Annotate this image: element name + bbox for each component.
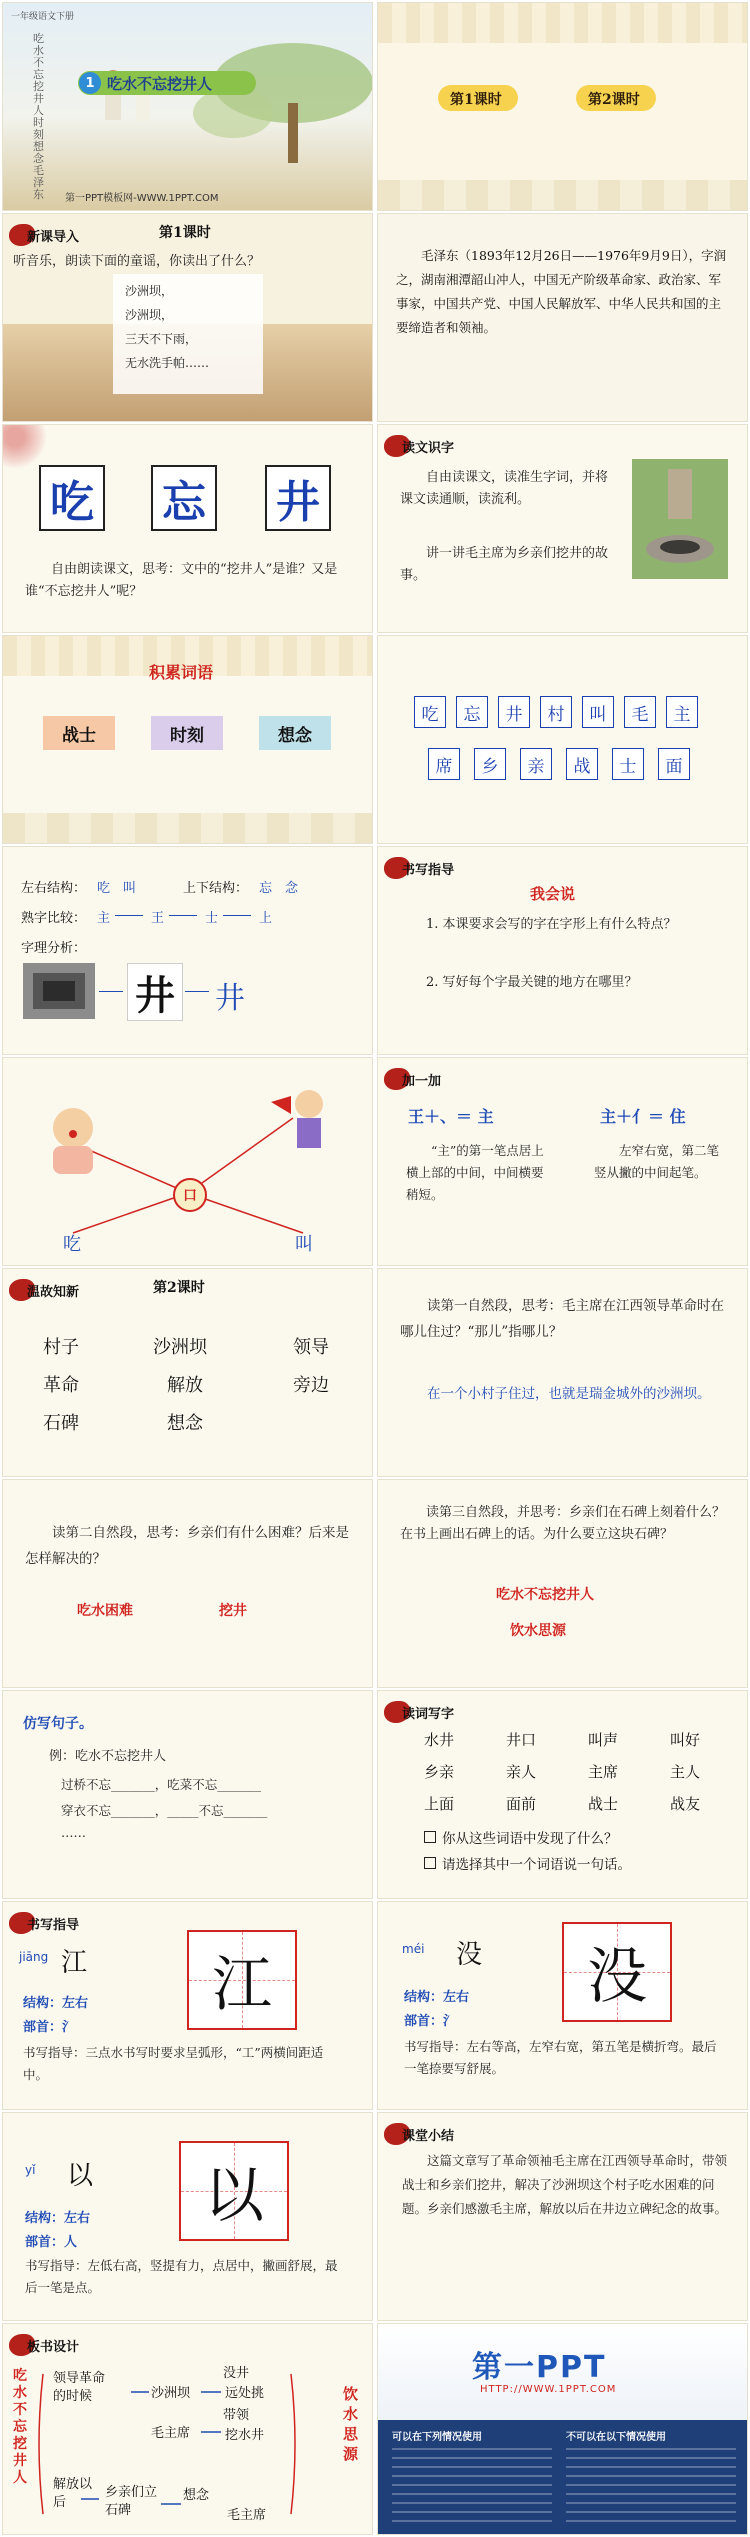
- grade-label: 一年级语文下册: [11, 12, 75, 22]
- radical: 部首：氵: [404, 2014, 457, 2029]
- writing-grid: [179, 2141, 289, 2241]
- mouth-radical: 口: [173, 1178, 207, 1212]
- slide-add-up: [377, 1057, 748, 1266]
- grid-char[interactable]: 战: [566, 748, 598, 780]
- formula-2: 主＋亻＝ 住: [600, 1107, 686, 1126]
- slide-write-mei: [377, 1901, 748, 2110]
- vocab-word-3[interactable]: 想念: [259, 716, 331, 750]
- rhyme-line-3: 三天不下雨，: [125, 332, 198, 346]
- radical: 部首：氵: [23, 2020, 76, 2035]
- review-word: 旁边: [293, 1375, 329, 1396]
- word: 井口: [506, 1731, 537, 1749]
- question-1: 1. 本课要求会写的字在字形上有什么特点？: [426, 917, 677, 932]
- idiom-answer: 饮水思源: [510, 1623, 566, 1639]
- char-small: 江: [61, 1948, 88, 1978]
- writing-grid: [187, 1930, 297, 2030]
- vocab-word-2[interactable]: 时刻: [151, 716, 223, 750]
- review-word: 想念: [167, 1413, 203, 1434]
- reading-question: 自由朗读课文，思考：文中的“挖井人”是谁？又是谁“不忘挖井人”呢？: [25, 562, 338, 599]
- grid-char[interactable]: 面: [658, 748, 690, 780]
- writing-tip: 书写指导：左右等高，左窄右宽，第五笔是横折弯。最后一笔捺要写舒展。: [404, 2039, 717, 2076]
- board-node-1: 领导革命的时候: [53, 2371, 106, 2404]
- char-small: 以: [67, 2161, 94, 2191]
- slide-imitation: [2, 1690, 373, 1899]
- grid-char[interactable]: 席: [428, 748, 460, 780]
- period-label: 第2课时: [153, 1280, 205, 1296]
- ppt-url[interactable]: HTTP://WWW.1PPT.COM: [480, 2384, 617, 2395]
- writing-tip: 书写指导：左低右高，竖提有力，点居中，撇画舒展，最后一笔是点。: [25, 2258, 338, 2295]
- word: 叫好: [670, 1731, 701, 1749]
- grid-char[interactable]: 叫: [582, 696, 614, 728]
- section-tag: 书写指导: [402, 863, 455, 878]
- grid-char: 没: [587, 1942, 647, 2012]
- well-photo: [632, 459, 728, 579]
- board-node-4: 远处挑: [225, 2386, 265, 2401]
- fill-line-2[interactable]: 穿衣不忘_______，_____不忘_______: [61, 1803, 268, 1818]
- allowed-heading: 可以在下列情况使用: [392, 2432, 482, 2443]
- imitation-title: 仿写句子。: [23, 1716, 93, 1732]
- slide-char-grid: [377, 635, 748, 844]
- grid-char[interactable]: 忘: [456, 696, 488, 728]
- word: 战友: [670, 1795, 701, 1813]
- char-card-3[interactable]: 井: [265, 465, 331, 531]
- modern-char: 井: [215, 981, 245, 1016]
- review-word: 石碑: [43, 1413, 79, 1434]
- well-photo: [23, 963, 95, 1019]
- board-node-5: 毛主席: [151, 2426, 191, 2441]
- review-word: 沙洲坝: [153, 1337, 207, 1358]
- review-word: 解放: [167, 1375, 203, 1396]
- ellipsis: ……: [61, 1825, 86, 1840]
- tb-chars: 忘 念: [259, 881, 299, 896]
- story-instruction: 讲一讲毛主席为乡亲们挖井的故事。: [400, 546, 609, 583]
- board-node-8: 解放以后: [53, 2477, 93, 2510]
- writing-grid: [562, 1922, 672, 2022]
- word: 乡亲: [424, 1763, 455, 1781]
- slide-structure: [2, 846, 373, 1055]
- board-node-11: 毛主席: [227, 2508, 267, 2523]
- ancient-char: 井: [127, 963, 183, 1021]
- answer-1: 吃水困难: [77, 1603, 133, 1619]
- section-tag: 课堂小结: [402, 2129, 455, 2144]
- grid-char[interactable]: 乡: [474, 748, 506, 780]
- intro-prompt: 听音乐，朗读下面的童谣，你读出了什么？: [13, 254, 261, 269]
- period-1-button[interactable]: 第1课时: [450, 92, 502, 108]
- review-word: 革命: [43, 1375, 79, 1396]
- radical: 部首：人: [25, 2235, 78, 2250]
- review-word: 村子: [43, 1337, 79, 1358]
- paragraph-question: 读第三自然段，并思考：乡亲们在石碑上刻着什么？在书上画出石碑上的话。为什么要立这块石碑？: [400, 1505, 726, 1542]
- fill-line-1[interactable]: 过桥不忘_______，吃菜不忘_______: [61, 1777, 262, 1792]
- board-node-3: 没井: [223, 2366, 250, 2381]
- rhyme-line-1: 沙洲坝，: [125, 284, 174, 298]
- slide-writing-guide: [377, 846, 748, 1055]
- grid-char[interactable]: 村: [540, 696, 572, 728]
- board-node-2: 沙洲坝: [151, 2386, 191, 2401]
- section-tag: 读文识字: [402, 441, 455, 456]
- lesson-number: 1: [79, 72, 101, 94]
- paragraph-answer: 在一个小村子住过，也就是瑞金城外的沙洲坝。: [427, 1386, 711, 1402]
- period-2-button[interactable]: 第2课时: [588, 92, 640, 108]
- board-node-9: 乡亲们立石碑: [105, 2485, 158, 2518]
- heading: 我会说: [530, 885, 576, 903]
- grid-char[interactable]: 吃: [414, 696, 446, 728]
- review-word: 领导: [293, 1337, 329, 1358]
- slide-write-jiang: [2, 1901, 373, 2110]
- analysis-label: 字理分析：: [21, 941, 87, 956]
- slide-summary: [377, 2112, 748, 2321]
- compare-char-2: 王: [151, 911, 165, 926]
- summary-text: 这篇文章写了革命领袖毛主席在江西领导革命时，带领战士和乡亲们挖井，解决了沙洲坝这个村子吃水困难的问题。乡亲们感激毛主席，解放以后在井边立碑纪念的故事。: [402, 2153, 728, 2216]
- slide-paragraph-1: [377, 1268, 748, 1477]
- word: 主人: [670, 1763, 701, 1781]
- wave-border: [378, 180, 747, 210]
- vocab-title: 积累词语: [149, 663, 214, 682]
- board-right-title: 饮水思源: [343, 2385, 359, 2463]
- slide-title: [2, 2, 373, 211]
- formula-1: 王＋、＝ 主: [408, 1107, 494, 1126]
- note-2: 左窄右宽，第二笔竖从撇的中间起笔。: [594, 1143, 720, 1180]
- slide-intro: [2, 213, 373, 422]
- call-char: 叫: [295, 1234, 313, 1255]
- forbidden-heading: 不可以在以下情况使用: [566, 2432, 666, 2443]
- word: 水井: [424, 1731, 455, 1749]
- rhyme-line-2: 沙洲坝，: [125, 308, 174, 322]
- child-megaphone-icon: [261, 1082, 341, 1172]
- tb-label: 上下结构：: [183, 881, 249, 896]
- answer-2: 挖井: [219, 1603, 247, 1619]
- board-left-title: 吃水不忘挖井人: [13, 2368, 27, 2486]
- paragraph-question: 读第二自然段，思考：乡亲们有什么困难？后来是怎样解决的？: [25, 1525, 349, 1567]
- slide-biography: [377, 213, 748, 422]
- word: 面前: [506, 1795, 537, 1813]
- cloud-border: [378, 3, 748, 43]
- read-instruction: 自由读课文，读准生字词，并将课文读通顺，读流利。: [400, 470, 609, 507]
- compare-line: [115, 915, 143, 916]
- arrow-line: [185, 991, 209, 992]
- word: 上面: [424, 1795, 455, 1813]
- word: 战士: [588, 1795, 619, 1813]
- compare-char-4: 上: [259, 911, 273, 926]
- section-tag: 加一加: [402, 1074, 442, 1089]
- pinyin: méi: [402, 1942, 425, 1956]
- stele-text: 吃水不忘挖井人: [496, 1587, 594, 1603]
- grid-char: 江: [212, 1950, 272, 2020]
- biography-text: 毛泽东（1893年12月26日——1976年9月9日），字润之，湖南湘潭韶山冲人，中国无产阶级革命家、政治家、军事家，中国共产党、中国人民解放军、中华人民共和国的主要缔造者和领袖。: [396, 248, 727, 335]
- char-card-2[interactable]: 忘: [151, 465, 217, 531]
- grid-char: 以: [204, 2161, 264, 2231]
- tree-illustration: [173, 23, 373, 173]
- example-sentence: 例：吃水不忘挖井人: [49, 1749, 167, 1764]
- pinyin: jiāng: [19, 1950, 49, 1964]
- ppt-logo: 第一PPT: [472, 2350, 607, 2385]
- rhyme-line-4: 无水洗手帕……: [125, 356, 210, 370]
- slide-board-design: [2, 2323, 373, 2535]
- lesson-title: 吃水不忘挖井人: [107, 75, 213, 93]
- question-1: 你从这些词语中发现了什么？: [442, 1831, 618, 1847]
- compare-line: [223, 915, 251, 916]
- slide-vocab: [2, 635, 373, 844]
- compare-char-1: 主: [97, 911, 111, 926]
- note-1: “主”的第一笔点居上横上部的中间，中间横要稍短。: [406, 1143, 544, 1202]
- slide-review: [2, 1268, 373, 1477]
- grid-char[interactable]: 士: [612, 748, 644, 780]
- side-poem: 吃水不忘挖井人 时刻想念毛泽东: [33, 32, 44, 201]
- slide-ppt-ad: [377, 2323, 748, 2535]
- section-tag: 书写指导: [27, 1918, 80, 1933]
- checkbox-icon[interactable]: [424, 1831, 436, 1843]
- section-tag: 板书设计: [27, 2340, 80, 2355]
- compare-line: [169, 915, 197, 916]
- board-node-7: 挖水井: [225, 2428, 265, 2443]
- slide-new-chars: [2, 424, 373, 633]
- word: 主席: [588, 1763, 619, 1781]
- slide-periods: [377, 2, 748, 211]
- structure: 结构：左右: [25, 2211, 91, 2226]
- char-card-1[interactable]: 吃: [39, 465, 105, 531]
- eat-char: 吃: [63, 1234, 81, 1255]
- writing-tip: 书写指导：三点水书写时要求呈弧形，“工”两横间距适中。: [23, 2045, 324, 2082]
- corner-flower-icon: [2, 424, 47, 469]
- grid-char[interactable]: 亲: [520, 748, 552, 780]
- board-node-10: 想念: [183, 2488, 210, 2503]
- wave-border: [3, 813, 372, 843]
- lr-chars: 吃 叫: [97, 881, 137, 896]
- footer-text: 第一PPT模板网-WWW.1PPT.COM: [65, 193, 219, 204]
- vocab-word-1[interactable]: 战士: [43, 716, 115, 750]
- baby-eating-icon: [33, 1098, 113, 1178]
- section-tag: 读词写字: [402, 1707, 455, 1722]
- checkbox-icon[interactable]: [424, 1857, 436, 1869]
- structure: 结构：左右: [404, 1990, 470, 2005]
- question-2: 2. 写好每个字最关键的地方在哪里？: [426, 975, 638, 990]
- question-2: 请选择其中一个词语说一句话。: [442, 1857, 631, 1873]
- word: 叫声: [588, 1731, 619, 1749]
- word: 亲人: [506, 1763, 537, 1781]
- pinyin: yǐ: [25, 2163, 36, 2177]
- slide-paragraph-3: [377, 1479, 748, 1688]
- slide-read-learn: [377, 424, 748, 633]
- compare-char-3: 士: [205, 911, 219, 926]
- slide-paragraph-2: [2, 1479, 373, 1688]
- grid-char[interactable]: 主: [666, 696, 698, 728]
- arrow-line: [99, 991, 123, 992]
- period-label: 第1课时: [159, 225, 211, 241]
- allowed-list: [392, 2448, 552, 2528]
- board-node-6: 带领: [223, 2408, 250, 2423]
- char-small: 没: [456, 1940, 483, 1970]
- grid-char[interactable]: 井: [498, 696, 530, 728]
- compare-label: 熟字比较：: [21, 911, 87, 926]
- forbidden-list: [566, 2448, 736, 2528]
- slide-mouth-radical: [2, 1057, 373, 1266]
- section-tag: 温故知新: [27, 1285, 80, 1300]
- paragraph-question: 读第一自然段，思考：毛主席在江西领导革命时在哪儿住过？“那儿”指哪儿？: [400, 1298, 724, 1340]
- lr-label: 左右结构：: [21, 881, 87, 896]
- section-tag: 新课导入: [27, 230, 80, 245]
- structure: 结构：左右: [23, 1996, 89, 2011]
- slide-write-yi: [2, 2112, 373, 2321]
- grid-char[interactable]: 毛: [624, 696, 656, 728]
- slide-words-writing: [377, 1690, 748, 1899]
